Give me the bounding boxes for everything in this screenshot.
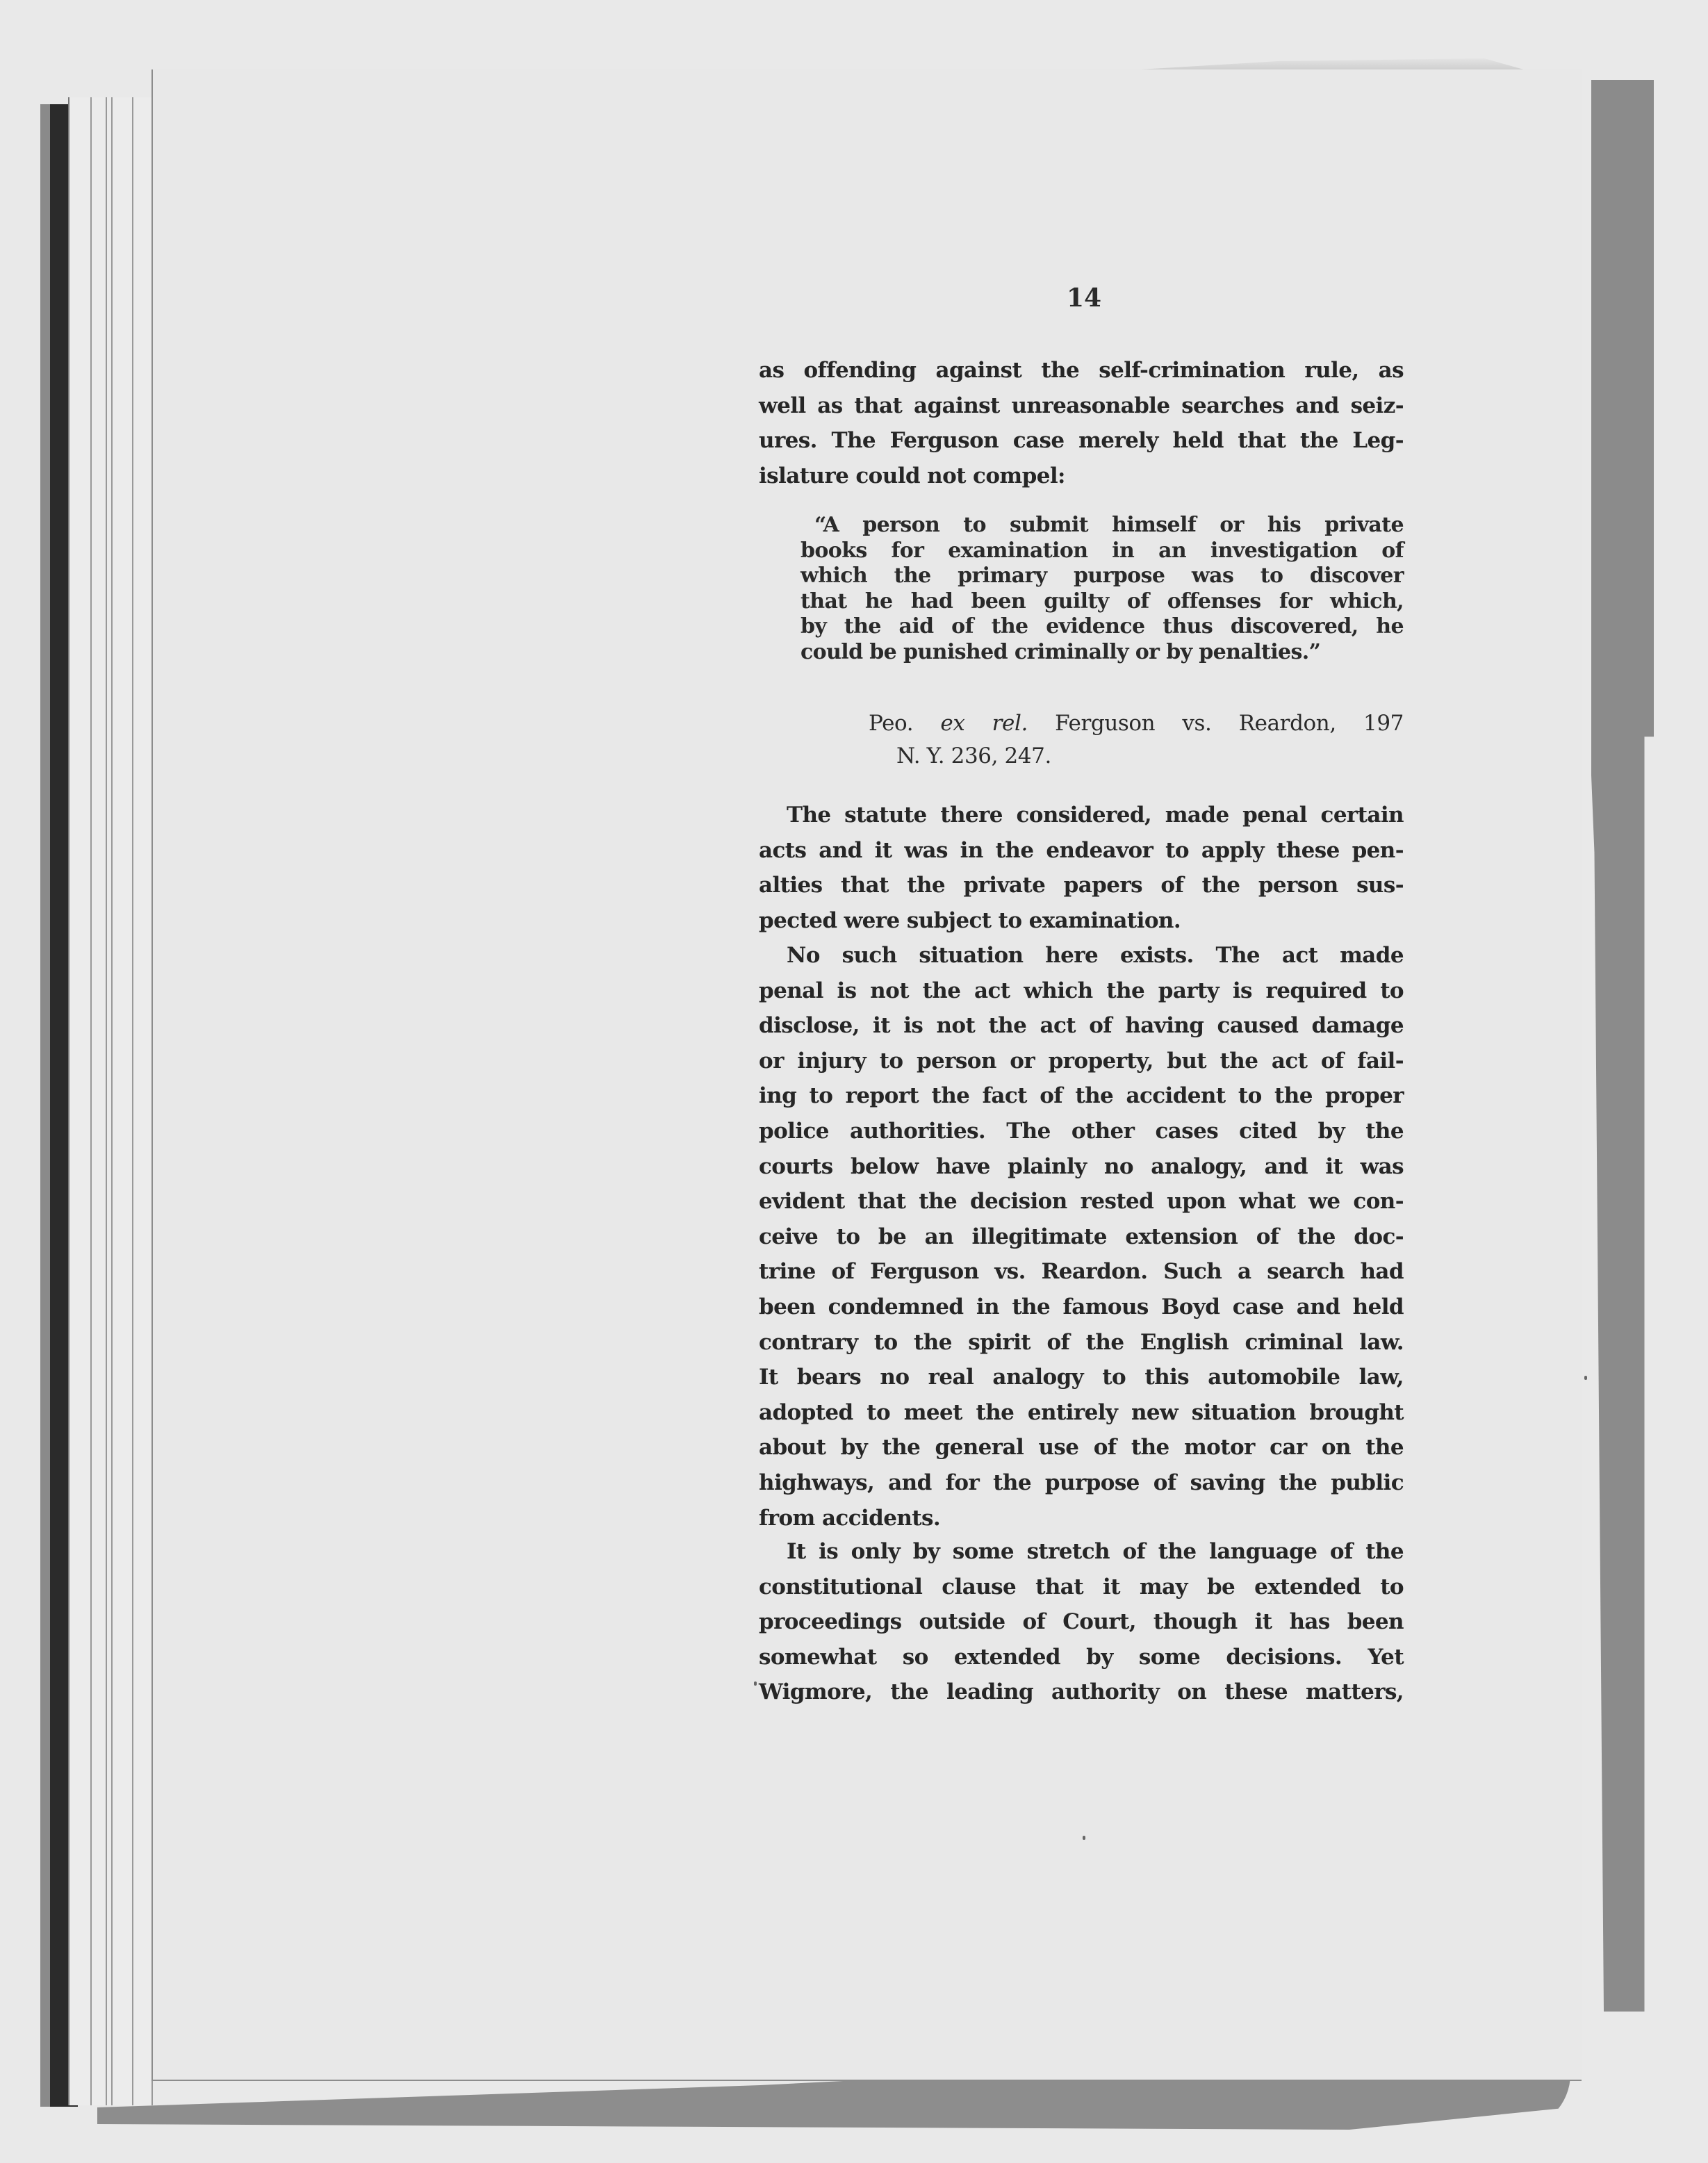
text-line: alties that the private papers of the person sus- [759, 873, 1404, 898]
text-line: police authorities. The other cases cited by the [759, 1118, 1404, 1144]
page-edge-line [111, 97, 113, 2105]
citation-line-2: N. Y. 236, 247. [896, 743, 1051, 768]
paper-speck [1083, 1836, 1085, 1840]
block-quote [800, 513, 1404, 665]
page-edge-line [132, 97, 133, 2105]
text-line: contrary to the spirit of the English criminal law. [759, 1329, 1404, 1355]
stacked-page-edges [68, 97, 153, 2105]
text-line: well as that against unreasonable searches and seiz- [759, 393, 1404, 418]
text-line: It bears no real analogy to this automobile law, [759, 1365, 1404, 1390]
citation-rest: Ferguson vs. Reardon, 197 [1055, 711, 1404, 736]
quote-line: that he had been guilty of offenses for which, [800, 589, 1404, 614]
page-shadow-bottom [97, 2074, 1570, 2130]
text-line: islature could not compel: [759, 463, 1065, 488]
citation-italic: ex rel. [940, 711, 1028, 736]
paragraph-statute [759, 798, 1404, 938]
citation-prefix: Peo. [869, 711, 914, 736]
page-edge-line [90, 97, 92, 2105]
text-line: Wigmore, the leading authority on these matters, [759, 1679, 1404, 1705]
paragraph-no-such-situation [759, 938, 1404, 1536]
text-line: ing to report the fact of the accident to the proper [759, 1083, 1404, 1109]
text-line: been condemned in the famous Boyd case and held [759, 1294, 1404, 1319]
text-line: about by the general use of the motor car on the [759, 1435, 1404, 1461]
paper-speck [1584, 1376, 1587, 1380]
text-line: proceedings outside of Court, though it has been [759, 1609, 1404, 1635]
text-line: from accidents. [759, 1505, 941, 1531]
text-line: somewhat so extended by some decisions. Yet [759, 1644, 1404, 1670]
paper-speck [754, 1681, 757, 1686]
paragraph-constitutional-clause [759, 1534, 1404, 1710]
page-shadow-right [1591, 80, 1654, 2012]
text-line: highways, and for the purpose of saving the public [759, 1470, 1404, 1495]
text-line: acts and it was in the endeavor to apply these pen- [759, 837, 1404, 863]
text-line: disclose, it is not the act of having caused damage [759, 1013, 1404, 1039]
citation-line-1 [869, 707, 1404, 740]
text-line: trine of Ferguson vs. Reardon. Such a search had [759, 1259, 1404, 1285]
text-line: evident that the decision rested upon what we con- [759, 1189, 1404, 1215]
page-edge-line [106, 97, 107, 2105]
text-line: constitutional clause that it may be extended to [759, 1574, 1404, 1599]
page-number: 14 [1066, 283, 1102, 313]
quote-line: books for examination in an investigation of [800, 538, 1404, 563]
quote-line: by the aid of the evidence thus discovered, he [800, 614, 1404, 639]
paragraph-continuation [759, 353, 1404, 493]
quote-line: which the primary purpose was to discover [800, 564, 1404, 588]
quote-line: “A person to submit himself or his private [814, 513, 1404, 537]
quote-line: could be punished criminally or by penalties.” [800, 639, 1321, 664]
text-line: It is only by some stretch of the language of the [787, 1539, 1404, 1564]
text-line: as offending against the self-crimination rule, as [759, 358, 1404, 383]
text-line: courts below have plainly no analogy, and it was [759, 1153, 1404, 1179]
case-citation [869, 707, 1404, 773]
text-line: ceive to be an illegitimate extension of the doc- [759, 1224, 1404, 1249]
text-line: penal is not the act which the party is required to [759, 978, 1404, 1003]
text-line: or injury to person or property, but the act of fail- [759, 1048, 1404, 1074]
text-line: No such situation here exists. The act made [787, 943, 1404, 968]
text-line: pected were subject to examination. [759, 907, 1181, 933]
text-line: The statute there considered, made penal certain [787, 803, 1404, 828]
text-line: adopted to meet the entirely new situation brought [759, 1399, 1404, 1425]
text-line: ures. The Ferguson case merely held that the Leg- [759, 428, 1404, 454]
